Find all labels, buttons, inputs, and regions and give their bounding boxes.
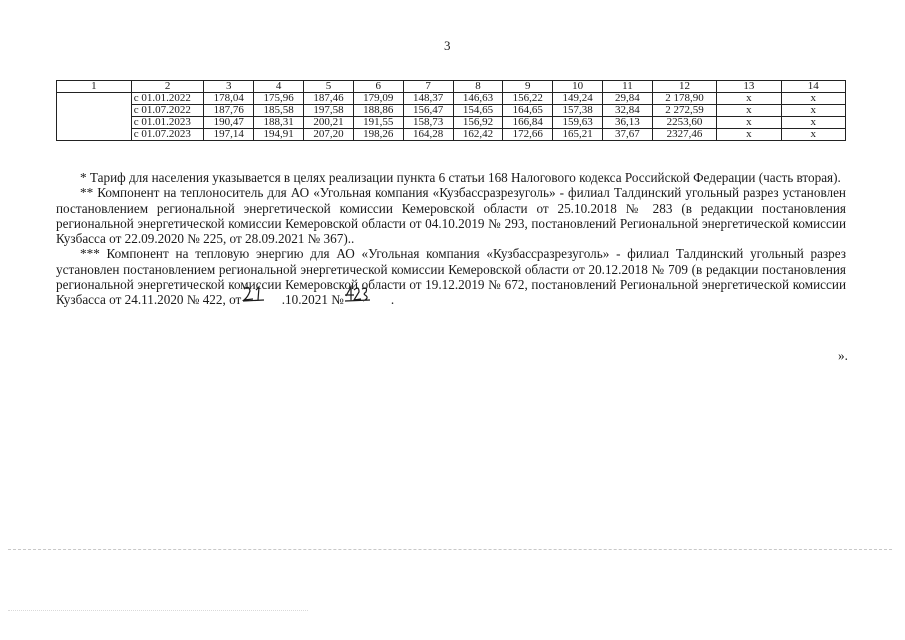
column-number: 6 (353, 81, 403, 93)
table-cell: 197,58 (304, 105, 354, 117)
table-cell: 188,86 (353, 105, 403, 117)
column-number: 3 (204, 81, 254, 93)
table-cell: х (717, 105, 781, 117)
scan-artifact-line (8, 549, 892, 550)
footnote-heat-energy-text: *** Компонент на тепловую энергию для АО «Угольная компания «Кузбассразрезуголь» - филиал Талдинский угольный разрез установлен постановлением региональной энергетической комиссии Кемеровской области от 20.12.2018 № 709 (в редакции постановления региональной энергетической комиссии Кемеровской области от 19.12.2019 № 672, постановлений Региональной энергетической комиссии Кузбасса от 24.11.2020 № 422, от (56, 246, 846, 308)
table-cell: х (717, 117, 781, 129)
table-cell: 2 178,90 (652, 93, 716, 105)
table-cell: 164,65 (503, 105, 553, 117)
table-cell (57, 129, 132, 141)
table-cell: х (781, 93, 845, 105)
column-number: 10 (553, 81, 603, 93)
column-number: 9 (503, 81, 553, 93)
closing-quote: ». (838, 348, 848, 363)
table-cell: 149,24 (553, 93, 603, 105)
table-cell: 157,38 (553, 105, 603, 117)
table-cell: 156,92 (453, 117, 503, 129)
column-number: 2 (131, 81, 204, 93)
table-cell: 148,37 (403, 93, 453, 105)
table-cell: 29,84 (603, 93, 653, 105)
column-number: 14 (781, 81, 845, 93)
table-cell: с 01.01.2023 (131, 117, 204, 129)
table-cell: 194,91 (254, 129, 304, 141)
table-cell: 162,42 (453, 129, 503, 141)
table-row (57, 105, 846, 117)
column-number: 1 (57, 81, 132, 93)
table-cell: с 01.07.2023 (131, 129, 204, 141)
table-cell: 191,55 (353, 117, 403, 129)
page-number: 3 (444, 38, 451, 53)
table-cell: х (781, 129, 845, 141)
table-cell: 179,09 (353, 93, 403, 105)
table-cell: 197,14 (204, 129, 254, 141)
handwritten-number (347, 292, 391, 307)
table-cell: 164,28 (403, 129, 453, 141)
table-cell: 36,13 (603, 117, 653, 129)
column-number: 5 (304, 81, 354, 93)
table-header-row (57, 81, 846, 93)
table-cell: х (717, 129, 781, 141)
footnote-tax: * Тариф для населения указывается в целях реализации пункта 6 статьи 168 Налогового кодекса Российской Федерации (часть вторая). (80, 170, 841, 185)
tariff-table (56, 80, 846, 141)
table-cell: 156,47 (403, 105, 453, 117)
footnote-heat-energy-end: . (390, 292, 395, 308)
table-cell: 187,76 (204, 105, 254, 117)
table-row (57, 93, 846, 105)
table-cell: 32,84 (603, 105, 653, 117)
table-cell: 172,66 (503, 129, 553, 141)
table-cell: 178,04 (204, 93, 254, 105)
handwritten-day-icon (243, 286, 265, 302)
table-cell: 187,46 (304, 93, 354, 105)
table-cell: х (781, 105, 845, 117)
column-number: 4 (254, 81, 304, 93)
table-cell: 2253,60 (652, 117, 716, 129)
column-number: 13 (717, 81, 781, 93)
table-cell: 207,20 (304, 129, 354, 141)
table-cell: х (717, 93, 781, 105)
table-cell (57, 105, 132, 117)
table-cell: 159,63 (553, 117, 603, 129)
table-cell: 154,65 (453, 105, 503, 117)
column-number: 11 (603, 81, 653, 93)
table-cell: 158,73 (403, 117, 453, 129)
table-cell: 198,26 (353, 129, 403, 141)
column-number: 7 (403, 81, 453, 93)
table-cell: 2327,46 (652, 129, 716, 141)
handwritten-day (245, 292, 282, 307)
scan-artifact-dots (8, 610, 308, 611)
handwritten-number-icon (345, 286, 371, 302)
table-cell (57, 117, 132, 129)
table-cell: 2 272,59 (652, 105, 716, 117)
table-cell: 185,58 (254, 105, 304, 117)
table-cell: х (781, 117, 845, 129)
footnotes (56, 170, 846, 308)
table-cell: 175,96 (254, 93, 304, 105)
table-cell: 200,21 (304, 117, 354, 129)
table-cell (57, 93, 132, 105)
column-number: 12 (652, 81, 716, 93)
table-cell: 188,31 (254, 117, 304, 129)
table-cell: 165,21 (553, 129, 603, 141)
column-number: 8 (453, 81, 503, 93)
table-cell: 166,84 (503, 117, 553, 129)
table-row (57, 117, 846, 129)
table-cell: 156,22 (503, 93, 553, 105)
table-cell: с 01.01.2022 (131, 93, 204, 105)
table-cell: 190,47 (204, 117, 254, 129)
table-row (57, 129, 846, 141)
footnote-heat-carrier: ** Компонент на теплоноситель для АО «Угольная компания «Кузбассразрезуголь» - филиал Талдинский угольный разрез установлен постановлением региональной энергетической комиссии Кемеровской области от 25.10.2018 № 283 (в редакции постановления региональной энергетической комиссии Кемеровской области от 04.10.2019 № 293, постановлений Региональной энергетической комиссии Кузбасса от 22.09.2020 № 225, от 28.09.2021 № 367).. (56, 185, 846, 247)
table-cell: 37,67 (603, 129, 653, 141)
footnote-heat-energy-mid: .10.2021 № (281, 292, 348, 308)
footnote-heat-energy (56, 246, 846, 307)
table-cell: 146,63 (453, 93, 503, 105)
table-cell: с 01.07.2022 (131, 105, 204, 117)
